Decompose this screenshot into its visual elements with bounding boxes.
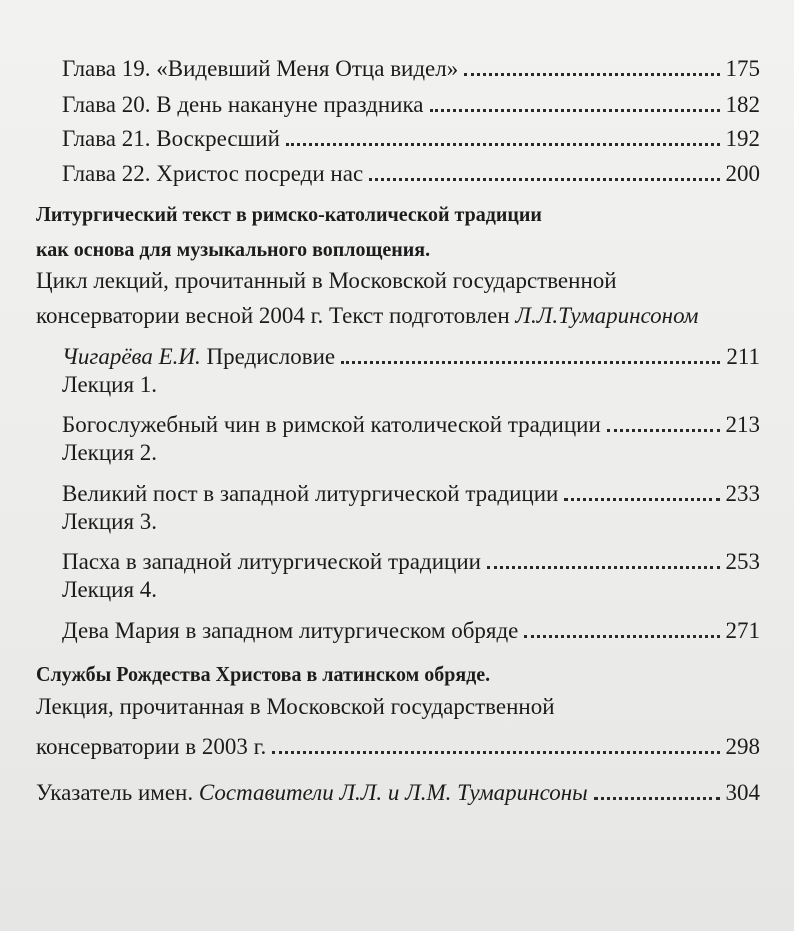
toc-entry-christmas-services[interactable] xyxy=(36,722,760,758)
dot-leader xyxy=(272,751,719,754)
compilers-names: Составители Л.Л. и Л.М. Тумаринсоны xyxy=(198,780,588,805)
lecture-label: Лекция 2. xyxy=(62,440,158,465)
dot-leader xyxy=(341,361,720,364)
dot-leader xyxy=(464,73,719,76)
lecture-label: Лекция 3. xyxy=(62,509,158,534)
toc-entry-page: 253 xyxy=(725,549,760,574)
toc-entry-lecture-3[interactable] xyxy=(62,537,760,573)
toc-entry-page: 298 xyxy=(725,734,760,759)
section-heading: Литургический текст в римско-католической традиции xyxy=(36,202,542,226)
dot-leader xyxy=(594,797,720,800)
description-text: консерватории весной 2004 г. Текст подготовлен xyxy=(36,303,516,328)
dot-leader xyxy=(607,429,720,432)
section-heading: как основа для музыкального воплощения. xyxy=(36,237,431,261)
dot-leader xyxy=(286,143,720,146)
toc-entry-page: 192 xyxy=(725,126,760,151)
toc-entry-lecture-4[interactable] xyxy=(62,606,760,642)
toc-entry-page: 304 xyxy=(725,780,760,805)
lecture-label: Лекция 4. xyxy=(62,577,158,602)
toc-entry-page: 271 xyxy=(725,618,760,643)
toc-entry-page: 175 xyxy=(725,56,760,81)
dot-leader xyxy=(430,109,720,112)
section-description: Цикл лекций, прочитанный в Московской государственной xyxy=(36,268,617,293)
toc-entry-page: 182 xyxy=(725,92,760,117)
section-description xyxy=(36,303,698,329)
toc-entry-title: Глава 21. Воскресший xyxy=(62,126,280,151)
preface-label: Предисловие xyxy=(200,344,336,369)
dot-leader xyxy=(369,178,719,181)
toc-entry-page: 233 xyxy=(725,481,760,506)
toc-entry-title xyxy=(36,781,588,804)
toc-entry-page: 211 xyxy=(726,344,760,369)
author-name: Чигарёва Е.И. xyxy=(62,344,201,369)
toc-entry-title: Глава 22. Христос посреди нас xyxy=(62,161,364,186)
toc-entry-chapter-19[interactable] xyxy=(62,44,760,80)
toc-entry-name-index[interactable] xyxy=(36,768,760,804)
toc-entry-title: Пасха в западной литургической традиции xyxy=(62,549,481,574)
toc-entry-title: Богослужебный чин в римской католической традиции xyxy=(62,412,601,437)
toc-entry-page: 200 xyxy=(725,161,760,186)
section-heading: Службы Рождества Христова в латинском обряде. xyxy=(36,662,491,686)
toc-entry-chapter-20[interactable] xyxy=(62,80,760,116)
dot-leader xyxy=(487,566,720,569)
toc-entry-page: 213 xyxy=(725,412,760,437)
dot-leader xyxy=(524,635,719,638)
toc-entry-lecture-2[interactable] xyxy=(62,469,760,505)
toc-entry-chapter-21[interactable] xyxy=(62,114,760,150)
toc-entry-title: Великий пост в западной литургической традиции xyxy=(62,481,559,506)
toc-entry-title: Глава 19. «Видевший Меня Отца видел» xyxy=(62,56,459,81)
lecture-label: Лекция 1. xyxy=(62,372,158,397)
toc-entry-lecture-1[interactable] xyxy=(62,400,760,436)
toc-entry-title xyxy=(62,345,335,368)
toc-entry-preface[interactable] xyxy=(62,332,760,368)
toc-entry-title: Дева Мария в западном литургическом обряде xyxy=(62,618,519,643)
dot-leader xyxy=(564,498,719,501)
section-description: Лекция, прочитанная в Московской государственной xyxy=(36,694,555,719)
toc-entry-chapter-22[interactable] xyxy=(62,149,760,185)
toc-entry-title: консерватории в 2003 г. xyxy=(36,734,267,759)
toc-entry-title: Глава 20. В день накануне праздника xyxy=(62,92,424,117)
index-label: Указатель имен. xyxy=(36,780,199,805)
editor-name: Л.Л.Тумаринсоном xyxy=(515,303,699,328)
